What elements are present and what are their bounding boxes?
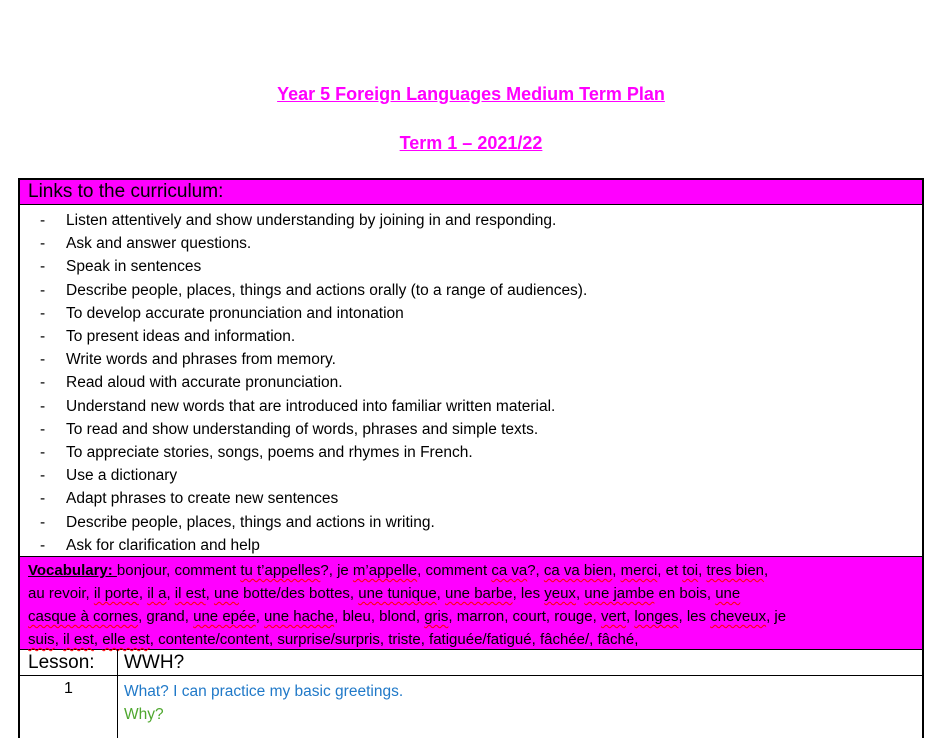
vocab-word-misspelled: m’appelle: [352, 562, 418, 579]
vocab-word-misspelled: une tunique: [358, 585, 437, 602]
curriculum-item: [20, 534, 914, 557]
vocab-word-misspelled: il porte: [93, 585, 139, 602]
vocab-text: , contente/content, surprise/surpris, triste, fatiguée/fatigué, fâchée/, fâché,: [149, 631, 639, 648]
lesson-wwh-cell: [118, 676, 922, 738]
vocab-text: ,: [54, 631, 64, 648]
vocab-text: bonjour, comment: [116, 562, 241, 579]
wwh-column-header: WWH?: [124, 652, 185, 673]
vocab-text: ,: [436, 585, 445, 602]
vocab-word-misspelled: merci: [620, 562, 658, 579]
vocab-text: au revoir,: [28, 585, 94, 602]
vocab-word-misspelled: une hache: [264, 608, 335, 625]
vocab-text: ,: [166, 585, 175, 602]
vocab-text: ,: [625, 608, 635, 625]
list-dash: -: [40, 328, 46, 346]
vocab-word-misspelled: toi: [682, 562, 699, 579]
curriculum-item-text: Describe people, places, things and actions orally (to a range of audiences).: [66, 281, 588, 299]
vocab-word-misspelled: yeux: [544, 585, 576, 602]
curriculum-item-text: Understand new words that are introduced into familiar written material.: [66, 397, 556, 415]
list-dash: -: [40, 281, 46, 299]
list-dash: -: [40, 374, 46, 392]
vocab-word-misspelled: ca va bien: [543, 562, 613, 579]
curriculum-item: [20, 418, 914, 441]
curriculum-item: [20, 232, 914, 255]
vocab-word-misspelled: il est: [174, 585, 206, 602]
curriculum-item: [20, 511, 914, 534]
list-dash: -: [40, 212, 46, 229]
vocab-text: ,: [612, 562, 621, 579]
vocab-text: en bois,: [654, 585, 716, 602]
vocab-text: ,: [575, 585, 585, 602]
list-dash: -: [40, 490, 46, 508]
vocab-word-misspelled: cheveux: [710, 608, 767, 625]
vocabulary-line: [28, 628, 914, 651]
list-dash: -: [40, 397, 46, 415]
vocab-text: ,: [255, 608, 265, 625]
lesson-what-text: What? I can practice my basic greetings.: [124, 683, 404, 700]
curriculum-item-text: Describe people, places, things and actions in writing.: [66, 513, 435, 531]
curriculum-item-text: Speak in sentences: [66, 258, 202, 276]
curriculum-item: [20, 487, 914, 510]
vocabulary-section: [20, 557, 922, 650]
document-title: Year 5 Foreign Languages Medium Term Plan: [277, 84, 665, 104]
vocab-text: , comment: [417, 562, 492, 579]
lesson-header-row: [20, 650, 922, 676]
lesson-why-text-partial: Why?: [124, 706, 164, 723]
vocab-text: , grand,: [138, 608, 194, 625]
curriculum-item-text: Ask for clarification and help: [66, 536, 260, 554]
vocab-text: ?, je: [320, 562, 353, 579]
vocabulary-line: [28, 582, 914, 605]
curriculum-item-text: Adapt phrases to create new sentences: [66, 490, 339, 508]
vocab-word-misspelled: longes: [634, 608, 679, 625]
vocab-word-misspelled: une barbe: [445, 585, 513, 602]
curriculum-item-text: Listen attentively and show understanding by joining in and responding.: [66, 212, 557, 229]
vocab-word-misspelled: suis: [28, 631, 55, 648]
vocab-word-misspelled: une jambe: [584, 585, 655, 602]
curriculum-item: [20, 441, 914, 464]
curriculum-item-text: To present ideas and information.: [66, 328, 296, 346]
vocab-text: , les: [678, 608, 711, 625]
curriculum-item: [20, 255, 914, 278]
curriculum-item: [20, 395, 914, 418]
vocab-word-misspelled: casque à cornes: [28, 608, 139, 625]
vocab-word-misspelled: gris: [424, 608, 449, 625]
vocab-text: , je: [766, 608, 787, 625]
list-dash: -: [40, 235, 46, 253]
vocab-word-misspelled: une epée: [193, 608, 256, 625]
curriculum-item-text: To develop accurate pronunciation and intonation: [66, 304, 404, 322]
lesson-number: 1: [20, 676, 118, 738]
curriculum-list: [20, 209, 914, 557]
list-dash: -: [40, 420, 46, 438]
vocab-text: , bleu, blond,: [334, 608, 425, 625]
curriculum-item-text: Read aloud with accurate pronunciation.: [66, 374, 343, 392]
vocab-text: , marron, court, rouge,: [448, 608, 601, 625]
vocab-text: , et: [657, 562, 683, 579]
curriculum-item: [20, 325, 914, 348]
list-dash: -: [40, 467, 46, 485]
vocab-word-misspelled: une: [715, 585, 741, 602]
vocabulary-label: Vocabulary:: [28, 562, 117, 579]
list-dash: -: [40, 258, 46, 276]
vocab-word-misspelled: ca va: [491, 562, 528, 579]
curriculum-item-text: Ask and answer questions.: [66, 235, 252, 253]
curriculum-item-text: To read and show understanding of words, phrases and simple texts.: [66, 420, 539, 438]
curriculum-item-text: Use a dictionary: [66, 467, 178, 485]
vocab-word-misspelled: elle est: [102, 631, 150, 648]
curriculum-item: [20, 371, 914, 394]
lesson-row-1: [20, 676, 922, 738]
vocab-word-misspelled: vert: [600, 608, 626, 625]
vocab-text: ,: [93, 631, 103, 648]
list-dash: -: [40, 444, 46, 462]
vocabulary-line: [28, 605, 914, 628]
medium-term-plan-table: [18, 178, 924, 738]
curriculum-item: [20, 279, 914, 302]
document-subtitle: Term 1 – 2021/22: [399, 133, 543, 153]
vocab-text: botte/des bottes,: [239, 585, 359, 602]
vocab-word-misspelled: il a: [147, 585, 167, 602]
curriculum-item-text: To appreciate stories, songs, poems and rhymes in French.: [66, 444, 473, 462]
vocab-word-misspelled: tres bien: [706, 562, 765, 579]
list-dash: -: [40, 351, 46, 369]
vocab-text: ,: [205, 585, 214, 602]
list-dash: -: [40, 513, 46, 531]
vocab-text: ?,: [527, 562, 544, 579]
vocab-word-misspelled: tu t’appelles: [240, 562, 321, 579]
curriculum-item: [20, 464, 914, 487]
curriculum-item: [20, 209, 914, 232]
curriculum-header-row: [20, 180, 922, 205]
vocabulary-line: [28, 559, 914, 582]
vocab-text: , les: [512, 585, 545, 602]
curriculum-item: [20, 348, 914, 371]
curriculum-item-text: Write words and phrases from memory.: [66, 351, 336, 369]
curriculum-header-label: Links to the curriculum:: [28, 181, 224, 202]
curriculum-item: [20, 302, 914, 325]
vocab-text: ,: [698, 562, 707, 579]
vocab-text: ,: [138, 585, 148, 602]
list-dash: -: [40, 304, 46, 322]
list-dash: -: [40, 536, 46, 554]
vocab-text: ,: [764, 562, 769, 579]
vocab-word-misspelled: il est: [63, 631, 94, 648]
lesson-column-header: Lesson:: [20, 650, 118, 675]
vocab-word-misspelled: une: [213, 585, 239, 602]
curriculum-list-section: [20, 205, 922, 557]
